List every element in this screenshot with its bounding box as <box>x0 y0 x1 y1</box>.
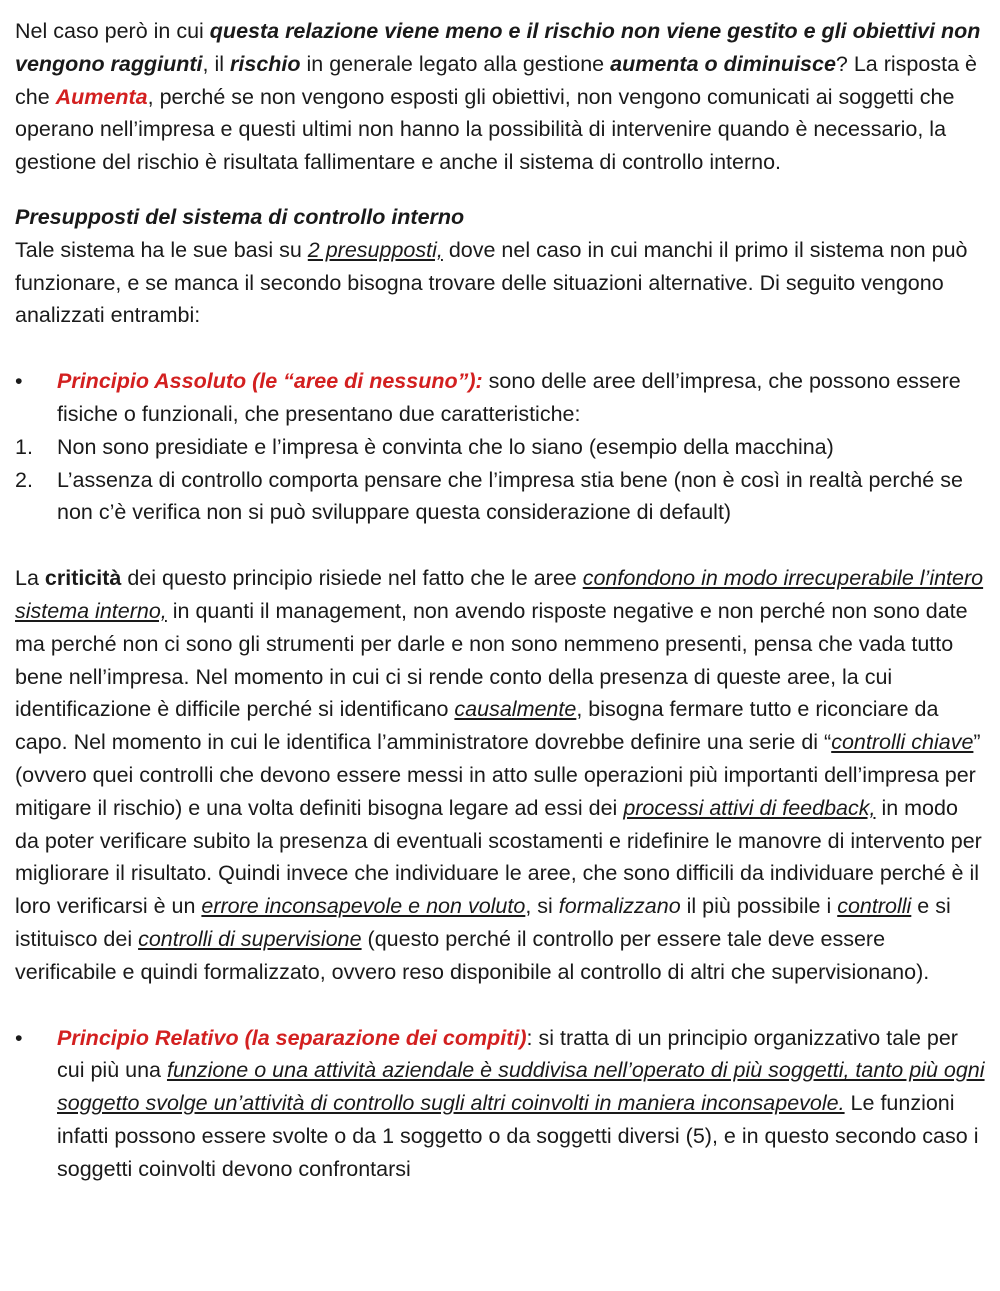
bullet-item-principio-assoluto: • Principio Assoluto (le “aree di nessuno”): sono delle aree dell’impresa, che possono essere fisiche o funzionali, che presentano due caratteristiche: <box>15 365 986 431</box>
bold-phrase: rischio <box>230 51 301 76</box>
bullet-item-principio-relativo: • Principio Relativo (la separazione dei compiti): si tratta di un principio organizzativo tale per cui più una funzione o una attività aziendale è suddivisa nell’operato di più soggetti, tanto più ogni soggetto svolge un’attività di controllo sugli altri coinvolti in maniera inconsapevole. Le funzioni infatti possono essere svolte o da 1 soggetto o da soggetti diversi (5), e in questo secondo caso i soggetti coinvolti devono confrontarsi <box>15 1022 986 1186</box>
bold-phrase: aumenta o diminuisce <box>610 51 836 76</box>
underlined-phrase: causalmente <box>454 697 577 722</box>
bold-phrase: criticità <box>44 566 122 591</box>
bullet-title: Principio Assoluto (le “aree di nessuno”): <box>57 369 483 394</box>
numbered-item: 1. Non sono presidiate e l’impresa è convinta che lo siano (esempio della macchina) <box>15 431 986 464</box>
list-number: 1. <box>15 434 33 459</box>
underlined-phrase: controlli di supervisione <box>138 926 362 951</box>
underlined-phrase: errore inconsapevole e non voluto <box>201 894 526 919</box>
underlined-phrase: 2 presupposti, <box>307 237 443 262</box>
bold-phrase: questa relazione viene meno e il rischio non viene gestito e gli obiettivi non vengono raggiunti <box>15 19 981 76</box>
underlined-phrase: controlli chiave <box>831 730 974 755</box>
criticality-paragraph: La criticità dei questo principio risiede nel fatto che le aree confondono in modo irrecuperabile l’intero sistema interno, in quanti il management, non avendo risposte negative e non perché non sono date ma perché non ci sono gli strumenti per darle e non sono nemmeno presenti, pensa che vada tutto bene nell’impresa. Nel momento in cui ci si rende conto della presenza di queste aree, la cui identificazione è difficile perché si identificano causalmente, bisogna fermare tutto e riconciare da capo. Nel momento in cui le identifica l’amministratore dovrebbe definire una serie di “controlli chiave” (ovvero quei controlli che devono essere messi in atto sulle operazioni più importanti dell’impresa per mitigare il rischio) e una volta definiti bisogna legare ad essi dei processi attivi di feedback, in modo da poter verificare subito la presenza di eventuali scostamenti e ridefinire le manovre di intervento per migliorare il risultato. Quindi invece che individuare le aree, che sono difficili da individuare perché è il loro verificarsi è un errore inconsapevole e non voluto, si formalizzano il più possibile i controlli e si istituisco dei controlli di supervisione (questo perché il controllo per essere tale deve essere verificabile e quindi formalizzato, ovvero reso disponibile al controllo di altri che supervisionano). <box>15 566 984 984</box>
list-number: 2. <box>15 467 33 492</box>
italic-phrase: formalizzano <box>558 894 681 919</box>
red-highlight: Aumenta <box>55 84 148 109</box>
underlined-phrase: processi attivi di feedback, <box>623 795 876 820</box>
underlined-phrase: confondono in modo irrecuperabile l’intero sistema interno, <box>15 566 984 623</box>
bullet-marker: • <box>15 1025 23 1050</box>
bullet-title: Principio Relativo (la separazione dei compiti) <box>57 1025 527 1050</box>
section-heading: Presupposti del sistema di controllo interno <box>15 204 465 229</box>
bullet-marker: • <box>15 369 23 394</box>
intro-paragraph: Nel caso però in cui questa relazione viene meno e il rischio non viene gestito e gli obiettivi non vengono raggiunti, il rischio in generale legato alla gestione aumenta o diminuisce? La risposta è che Aumenta, perché se non vengono esposti gli obiettivi, non vengono comunicati ai soggetti che operano nell’impresa e questi ultimi non hanno la possibilità di intervenire quando è necessario, la gestione del rischio è risultata fallimentare e anche il sistema di controllo interno. <box>15 19 981 175</box>
section-paragraph: Tale sistema ha le sue basi su 2 presupposti, dove nel caso in cui manchi il primo il sistema non può funzionare, e se manca il secondo bisogna trovare delle situazioni alternative. Di seguito vengono analizzati entrambi: <box>15 237 968 328</box>
numbered-item: 2. L’assenza di controllo comporta pensare che l’impresa stia bene (non è così in realtà perché se non c’è verifica non si può sviluppare questa considerazione di default) <box>15 464 986 530</box>
underlined-phrase: funzione o una attività aziendale è suddivisa nell’operato di più soggetti, tanto più ogni soggetto svolge un’attività di controllo sugli altri coinvolti in maniera inconsapevole. <box>57 1058 985 1116</box>
underlined-phrase: controlli <box>837 894 912 919</box>
